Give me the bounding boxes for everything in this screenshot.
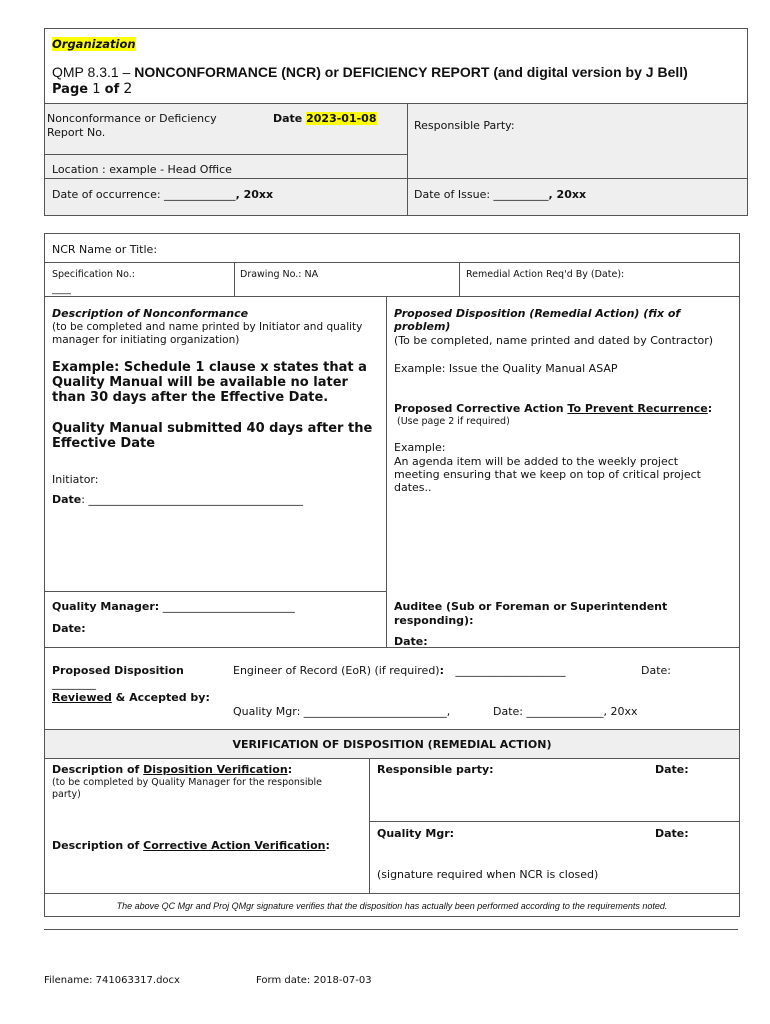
disposition-qm-date-field[interactable]: Date: ______________, 20xx: [493, 705, 638, 718]
verification-responsible-date[interactable]: Date:: [655, 763, 689, 776]
location-field[interactable]: Location : example - Head Office: [52, 163, 232, 176]
page-total: 2: [123, 81, 133, 97]
eor-date-field[interactable]: Date:: [641, 664, 671, 677]
report-no-field[interactable]: Nonconformance or Deficiency Report No.: [47, 112, 217, 139]
form-date: Form date: 2018-07-03: [256, 975, 372, 986]
corrective-action-title: Proposed Corrective Action To Prevent Recurrence:: [394, 402, 713, 415]
date-field[interactable]: Date 2023-01-08: [273, 112, 377, 125]
specification-line: ____: [52, 284, 71, 295]
quality-manager-date-field[interactable]: Date:: [52, 622, 86, 635]
responsible-party-field[interactable]: Responsible Party:: [414, 119, 515, 132]
report-info-box: [44, 103, 748, 216]
proposed-disposition-subtitle: (To be completed, name printed and dated by Contractor): [394, 334, 714, 347]
filename: Filename: 741063317.docx: [44, 975, 180, 986]
page-current: 1: [92, 82, 101, 97]
disposition-verification-subtitle: (to be completed by Quality Manager for the responsible party): [52, 777, 323, 800]
eor-field[interactable]: Engineer of Record (EoR) (if required): ____________________: [233, 664, 566, 677]
proposed-disposition-label: Proposed Disposition: [52, 664, 184, 677]
ncr-name-field[interactable]: NCR Name or Title:: [52, 243, 158, 256]
report-title: QMP 8.3.1 – NONCONFORMANCE (NCR) or DEFICIENCY REPORT (and digital version by J Bell): [52, 64, 688, 80]
corrective-example[interactable]: An agenda item will be added to the weekly project meeting ensuring that we keep on top of critical project dates..: [394, 455, 701, 494]
disposition-example[interactable]: Example: Issue the Quality Manual ASAP: [394, 362, 618, 375]
report-title-text: NONCONFORMANCE (NCR) or DEFICIENCY REPORT (and digital version by J Bell): [134, 64, 688, 80]
date-of-issue-field[interactable]: Date of Issue: __________, 20xx: [414, 188, 587, 201]
page-indicator: Page 1 of 2: [52, 81, 133, 97]
drawing-field[interactable]: Drawing No.: NA: [240, 269, 319, 280]
organization-label: Organization: [52, 37, 136, 51]
signature-note: (signature required when NCR is closed): [377, 868, 599, 881]
nonconformance-example[interactable]: Example: Schedule 1 clause x states that a Quality Manual will be available no later than 30 days after the Effective Date.: [52, 360, 367, 405]
description-nonconformance-subtitle: (to be completed and name printed by Initiator and quality manager for initiating organization): [52, 321, 363, 346]
description-nonconformance-title: Description of Nonconformance: [52, 307, 249, 320]
reviewed-accepted-label: Reviewed & Accepted by:: [52, 691, 210, 704]
auditee-field[interactable]: Auditee (Sub or Foreman or Superintendent responding):: [394, 600, 668, 627]
specification-field[interactable]: Specification No.:: [52, 269, 135, 280]
date-of-occurrence-field[interactable]: Date of occurrence: _____________, 20xx: [52, 188, 274, 201]
disposition-verification-title: Description of Disposition Verification:: [52, 763, 293, 776]
corrective-example-label: Example:: [394, 441, 446, 454]
ncr-main-box: [44, 233, 740, 648]
verification-heading: VERIFICATION OF DISPOSITION (REMEDIAL ACTION): [232, 738, 552, 751]
footer-divider: [44, 929, 738, 930]
disposition-qm-field[interactable]: Quality Mgr: __________________________,: [233, 705, 451, 718]
verification-box: [44, 729, 740, 917]
auditee-date-field[interactable]: Date:: [394, 635, 428, 648]
header-box: [44, 28, 748, 104]
verification-qm-field[interactable]: Quality Mgr:: [377, 827, 455, 840]
verification-qm-date[interactable]: Date:: [655, 827, 689, 840]
proposed-disposition-line: ________: [52, 677, 96, 690]
corrective-verification-title: Description of Corrective Action Verification:: [52, 839, 330, 852]
nonconformance-example-2[interactable]: Quality Manual submitted 40 days after the Effective Date: [52, 421, 373, 451]
initiator-field[interactable]: Initiator:: [52, 473, 99, 486]
date-value: 2023-01-08: [306, 112, 377, 125]
remedial-date-field[interactable]: Remedial Action Req'd By (Date):: [466, 269, 625, 280]
quality-manager-field[interactable]: Quality Manager: ________________________: [52, 600, 295, 613]
verification-responsible-field[interactable]: Responsible party:: [377, 763, 494, 776]
disposition-acceptance-box: [44, 647, 740, 730]
corrective-action-subtitle: (Use page 2 if required): [397, 416, 510, 427]
proposed-disposition-title: Proposed Disposition (Remedial Action) (fix of problem): [394, 307, 681, 333]
verification-footer-note: The above QC Mgr and Proj QMgr signature verifies that the disposition has actually been performed according to the requirements noted.: [116, 901, 668, 911]
initiator-date-field[interactable]: Date: _______________________________________: [52, 493, 303, 506]
